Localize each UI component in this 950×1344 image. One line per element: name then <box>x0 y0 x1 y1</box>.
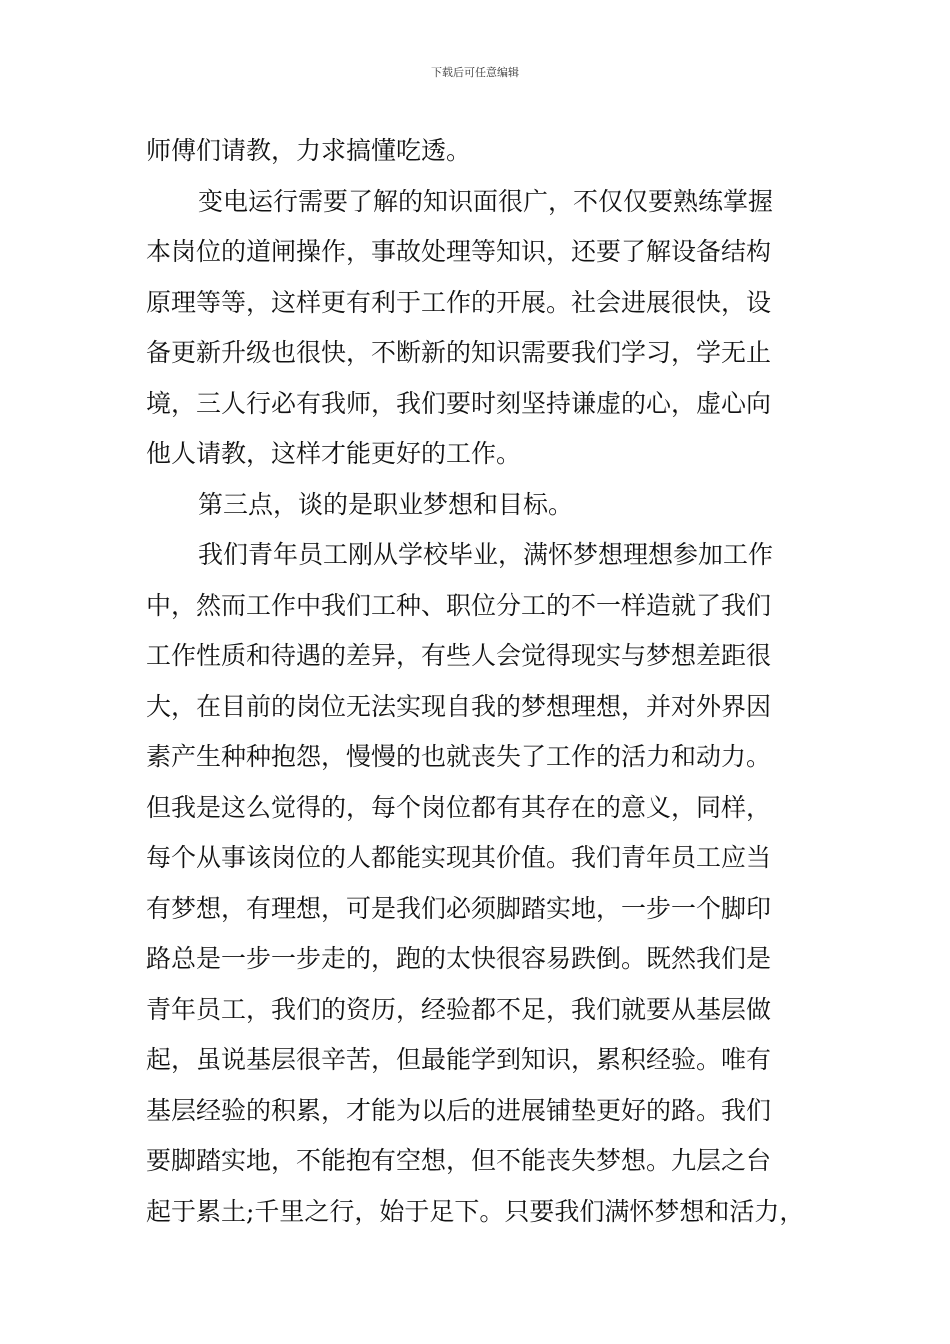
text-line: 青年员工，我们的资历，经验都不足，我们就要从基层做 <box>146 994 772 1024</box>
text-line: 第三点，谈的是职业梦想和目标。 <box>198 489 574 519</box>
text-line: 基层经验的积累，才能为以后的进展铺垫更好的路。我们 <box>146 1095 772 1125</box>
text-line: 素产生种种抱怨，慢慢的也就丧失了工作的活力和动力。 <box>146 742 772 771</box>
text-line: 要脚踏实地，不能抱有空想，但不能丧失梦想。九层之台 <box>146 1146 772 1175</box>
text-line: 起，虽说基层很辛苦，但最能学到知识，累积经验。唯有 <box>146 1045 772 1074</box>
text-line: 变电运行需要了解的知识面很广，不仅仅要熟练掌握 <box>198 186 774 216</box>
text-line: 备更新升级也很快，不断新的知识需要我们学习，学无止 <box>146 338 772 367</box>
text-line: 工作性质和待遇的差异，有些人会觉得现实与梦想差距很 <box>146 641 772 670</box>
page-header-note: 下载后可任意编辑 <box>431 66 519 79</box>
text-line: 有梦想，有理想，可是我们必须脚踏实地，一步一个脚印 <box>146 893 772 923</box>
text-line: 原理等等，这样更有利于工作的开展。社会进展很快，设 <box>146 287 772 317</box>
text-line: 起于累土;千里之行，始于足下。只要我们满怀梦想和活力， <box>146 1196 805 1226</box>
text-line: 他人请教，这样才能更好的工作。 <box>146 439 522 468</box>
text-line: 但我是这么觉得的，每个岗位都有其存在的意义，同样， <box>146 792 772 822</box>
text-line: 师傅们请教，力求搞懂吃透。 <box>146 136 472 165</box>
text-line: 路总是一步一步走的，跑的太快很容易跌倒。既然我们是 <box>146 944 772 973</box>
body-text <box>146 126 826 1237</box>
text-line: 境，三人行必有我师，我们要时刻坚持谦虚的心，虚心向 <box>146 388 772 418</box>
text-line: 大，在目前的岗位无法实现自我的梦想理想，并对外界因 <box>146 691 772 721</box>
text-line: 我们青年员工刚从学校毕业，满怀梦想理想参加工作 <box>198 540 774 569</box>
text-line: 本岗位的道闸操作，事故处理等知识，还要了解设备结构 <box>146 237 772 266</box>
text-line: 每个从事该岗位的人都能实现其价值。我们青年员工应当 <box>146 843 772 872</box>
text-line: 中，然而工作中我们工种、职位分工的不一样造就了我们 <box>146 590 772 620</box>
